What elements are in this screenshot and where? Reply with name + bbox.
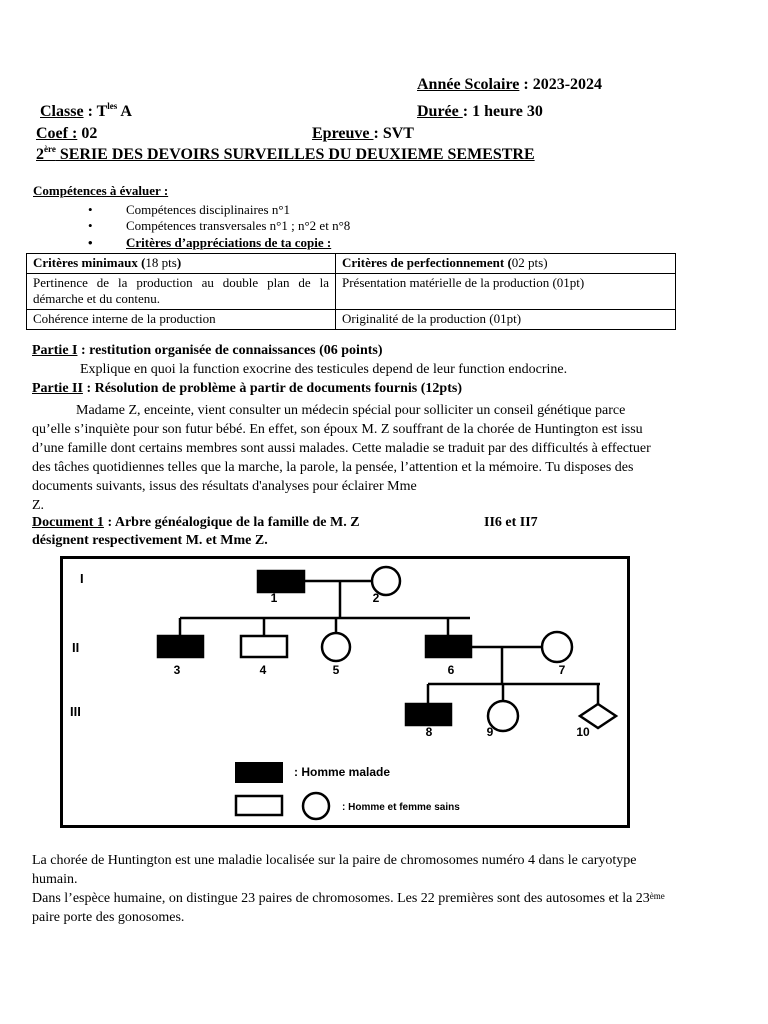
individual-number: 7 [558, 663, 566, 677]
table-cell: Pertinence de la production au double plan de la démarche et du contenu. [27, 274, 336, 310]
individual-number: 10 [576, 725, 590, 739]
footer-line: Dans l’espèce humaine, on distingue 23 paires de chromosomes. Les 22 premières sont des autosomes et la 23ème [32, 891, 665, 906]
individual-number: 8 [425, 725, 433, 739]
legend-affected-symbol [236, 763, 282, 782]
table-row [27, 310, 676, 330]
partie2-line: Madame Z, enceinte, vient consulter un médecin spécial pour solliciter un conseil génétique parce [76, 403, 626, 418]
document1-subtext: désignent respectivement M. et Mme Z. [32, 533, 268, 548]
bullet: • [88, 218, 93, 233]
duree: Durée : 1 heure 30 [417, 103, 543, 120]
generation-label: III [70, 704, 81, 719]
individual-number: 3 [173, 663, 181, 677]
footer-line: humain. [32, 872, 78, 887]
individual-number: 6 [447, 663, 455, 677]
individual-number: 5 [332, 663, 340, 677]
document1-ref: II6 et II7 [484, 515, 538, 530]
individual-number: 1 [270, 591, 278, 605]
criteria-table [26, 253, 676, 330]
affected-male [426, 636, 471, 657]
healthy-male [241, 636, 287, 657]
annee-scolaire: Année Scolaire : 2023-2024 [417, 76, 603, 93]
partie1-question: Explique en quoi la function exocrine des testicules depend de leur function endocrine. [80, 362, 568, 377]
table-cell: Originalité de la production (01pt) [336, 310, 676, 330]
table-cell: Cohérence interne de la production [27, 310, 336, 330]
figure-frame [62, 558, 629, 827]
legend-healthy-female-symbol [303, 793, 329, 819]
partie2-line: d’une famille dont certains membres sont aussi malades. Cette maladie se traduit par des difficultés à effectuer [32, 441, 651, 456]
legend-healthy-male-symbol [236, 796, 282, 815]
individual-number: 9 [486, 725, 494, 739]
competence-item: Compétences transversales n°1 ; n°2 et n°8 [126, 218, 351, 233]
partie2-line: des tâches quotidiennes telles que la marche, la parole, la pensée, l’attention et la mémoire. Tu disposes des [32, 460, 634, 475]
individual-number: 4 [259, 663, 267, 677]
table-header-right: Critères de perfectionnement (02 pts) [336, 254, 676, 274]
bullet: • [88, 235, 93, 250]
coef: Coef : 02 [36, 125, 98, 142]
competence-item: Compétences disciplinaires n°1 [126, 202, 291, 217]
epreuve: Epreuve : SVT [312, 125, 414, 142]
healthy-female [322, 633, 350, 661]
footer-line: paire porte des gonosomes. [32, 910, 185, 925]
pedigree-chart [60, 556, 630, 828]
table-header-row [27, 254, 676, 274]
document1-heading: Document 1 : Arbre généalogique de la famille de M. Z [32, 515, 360, 530]
partie2-line: Z. [32, 498, 45, 513]
competence-item: Critères d’appréciations de ta copie : [126, 235, 332, 250]
generation-label: I [80, 571, 84, 586]
legend-affected-label: : Homme malade [294, 765, 391, 779]
healthy-female [542, 632, 572, 662]
partie2-heading: Partie II : Résolution de problème à partir de documents fournis (12pts) [32, 381, 462, 396]
partie2-line: documents suivants, issus des résultats d'analyses pour éclairer Mme [32, 479, 417, 494]
bullet: • [88, 202, 93, 217]
affected-male [406, 704, 451, 725]
individual-number: 2 [372, 591, 380, 605]
generation-label: II [72, 640, 80, 655]
classe: Classe : $T^{les}$ A [40, 101, 132, 120]
partie2-line: qu’elle s’inquiète pour son futur bébé. En effet, son époux M. Z souffrant de la chorée de Huntington est issu [32, 422, 643, 437]
table-row [27, 274, 676, 310]
partie1-heading: Partie I : restitution organisée de connaissances (06 points) [32, 343, 383, 358]
serie-title: 2ère SERIE DES DEVOIRS SURVEILLES DU DEUXIEME SEMESTRE [36, 144, 535, 163]
table-header-left: Critères minimaux (18 pts) [27, 254, 336, 274]
affected-male [258, 571, 304, 592]
table-cell: Présentation matérielle de la production (01pt) [336, 274, 676, 310]
affected-male [158, 636, 203, 657]
competences-title: Compétences à évaluer : [33, 183, 169, 198]
footer-line: La chorée de Huntington est une maladie localisée sur la paire de chromosomes numéro 4 dans le caryotype [32, 853, 637, 868]
legend-healthy-label: : Homme et femme sains [342, 802, 460, 813]
